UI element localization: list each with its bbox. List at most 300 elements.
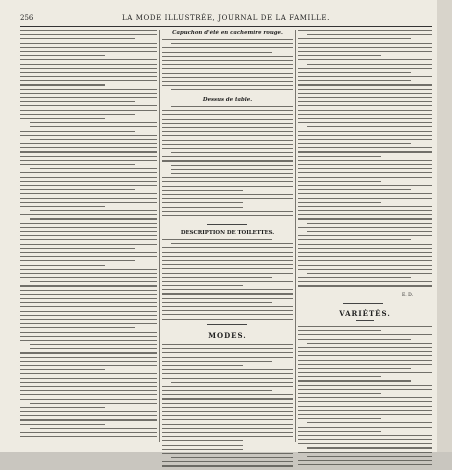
- capuchon-heading: Capuchon d'été en cachemire rouge.: [172, 30, 283, 36]
- column-3-top-text: [298, 30, 432, 290]
- text-line: [20, 290, 157, 291]
- text-line: [20, 424, 105, 425]
- text-line: [162, 415, 293, 416]
- text-line: [20, 147, 157, 148]
- text-line: [20, 164, 135, 165]
- text-line: [162, 453, 293, 454]
- text-line: [298, 347, 432, 348]
- text-line: [20, 118, 105, 119]
- text-line: [20, 302, 157, 303]
- text-line: [298, 139, 432, 140]
- text-line: [162, 135, 293, 136]
- text-line: [20, 399, 157, 400]
- text-line: [30, 218, 157, 219]
- text-line: [298, 260, 432, 261]
- text-line: [298, 160, 432, 161]
- text-line: [298, 427, 432, 428]
- text-line: [20, 369, 105, 370]
- text-line: [298, 43, 432, 44]
- text-line: [298, 235, 432, 236]
- text-line: [298, 76, 432, 77]
- text-line: [20, 172, 157, 173]
- text-line: [30, 348, 157, 349]
- text-line: [162, 440, 243, 441]
- text-line: [298, 30, 432, 31]
- text-line: [20, 198, 157, 199]
- text-line: [298, 351, 432, 352]
- header-rule: [20, 26, 432, 27]
- text-line: [298, 135, 432, 136]
- text-line: [298, 439, 432, 440]
- signature: E. D.: [402, 293, 414, 298]
- text-line: [298, 72, 411, 73]
- text-line: [20, 227, 157, 228]
- text-line: [298, 265, 432, 266]
- text-line: [162, 357, 293, 358]
- text-line: [162, 156, 293, 157]
- text-line: [162, 186, 293, 187]
- text-line: [298, 68, 432, 69]
- text-line: [20, 64, 157, 65]
- text-line: [20, 252, 157, 253]
- text-line: [162, 177, 293, 178]
- text-line: [298, 177, 432, 178]
- text-line: [20, 390, 157, 391]
- text-line: [162, 73, 293, 74]
- text-line: [162, 148, 293, 149]
- text-line: [20, 43, 157, 44]
- text-line: [162, 310, 293, 311]
- text-line: [20, 386, 157, 387]
- text-line: [30, 126, 157, 127]
- text-line: [162, 194, 293, 195]
- column-1-text: [20, 30, 157, 440]
- text-line: [298, 277, 411, 278]
- text-line: [298, 110, 432, 111]
- text-line: [307, 456, 432, 457]
- text-line: [20, 93, 157, 94]
- text-line: [307, 343, 432, 344]
- text-line: [162, 211, 293, 212]
- text-line: [20, 89, 157, 90]
- text-line: [162, 264, 293, 265]
- text-line: [307, 126, 432, 127]
- text-line: [298, 281, 432, 282]
- description-text: [162, 239, 293, 323]
- text-line: [20, 223, 157, 224]
- text-line: [20, 114, 135, 115]
- text-line: [298, 206, 432, 207]
- text-line: [298, 59, 432, 60]
- text-line: [20, 189, 135, 190]
- text-line: [20, 407, 105, 408]
- modes-text: [162, 344, 293, 470]
- text-line: [298, 431, 381, 432]
- text-line: [171, 382, 293, 383]
- text-line: [298, 376, 381, 377]
- text-line: [20, 298, 157, 299]
- text-line: [171, 243, 293, 244]
- text-line: [298, 385, 432, 386]
- text-line: [30, 428, 157, 429]
- text-line: [162, 47, 293, 48]
- section-divider: [207, 224, 247, 225]
- text-line: [20, 72, 157, 73]
- column-divider-1: [159, 30, 160, 442]
- text-line: [298, 189, 411, 190]
- text-line: [20, 84, 105, 85]
- text-line: [298, 248, 432, 249]
- text-line: [20, 285, 157, 286]
- text-line: [307, 64, 432, 65]
- text-line: [307, 231, 432, 232]
- text-line: [20, 336, 157, 337]
- text-line: [20, 411, 157, 412]
- text-line: [298, 151, 432, 152]
- text-line: [298, 47, 432, 48]
- text-line: [298, 198, 432, 199]
- text-line: [171, 43, 293, 44]
- text-line: [162, 207, 243, 208]
- text-line: [20, 432, 157, 433]
- text-line: [162, 215, 293, 216]
- text-line: [162, 293, 293, 294]
- text-line: [298, 389, 432, 390]
- text-line: [298, 122, 432, 123]
- text-line: [307, 34, 432, 35]
- text-line: [162, 114, 293, 115]
- text-line: [30, 281, 157, 282]
- text-line: [298, 118, 432, 119]
- text-line: [162, 390, 272, 391]
- text-line: [298, 105, 432, 106]
- text-line: [162, 131, 293, 132]
- text-line: [298, 38, 411, 39]
- text-line: [298, 435, 432, 436]
- text-line: [162, 140, 293, 141]
- text-line: [162, 398, 293, 399]
- text-line: [298, 51, 432, 52]
- text-line: [162, 298, 293, 299]
- text-line: [20, 415, 157, 416]
- text-line: [162, 281, 293, 282]
- text-line: [20, 373, 157, 374]
- text-line: [298, 202, 381, 203]
- text-line: [162, 449, 243, 450]
- text-line: [162, 64, 293, 65]
- text-line: [298, 406, 432, 407]
- text-line: [162, 81, 293, 82]
- text-line: [20, 231, 157, 232]
- text-line: [20, 105, 157, 106]
- text-line: [171, 457, 293, 458]
- text-line: [162, 344, 293, 345]
- text-line: [20, 378, 157, 379]
- text-line: [298, 393, 381, 394]
- text-line: [20, 332, 157, 333]
- text-line: [162, 256, 293, 257]
- varietes-heading: VARIÉTÉS.: [339, 309, 391, 318]
- text-line: [162, 160, 293, 161]
- text-line: [307, 273, 432, 274]
- text-line: [30, 344, 157, 345]
- text-line: [162, 247, 293, 248]
- section-divider-3: [343, 303, 383, 304]
- text-line: [162, 386, 293, 387]
- text-line: [162, 260, 293, 261]
- text-line: [298, 339, 411, 340]
- text-line: [162, 60, 293, 61]
- text-line: [298, 185, 432, 186]
- text-line: [171, 169, 293, 170]
- text-line: [20, 34, 157, 35]
- text-line: [298, 89, 432, 90]
- text-line: [20, 436, 157, 437]
- text-line: [20, 131, 135, 132]
- text-line: [20, 277, 157, 278]
- text-line: [298, 218, 432, 219]
- page-spine-shadow: [437, 0, 452, 452]
- text-line: [162, 378, 293, 379]
- text-line: [298, 410, 432, 411]
- text-line: [20, 352, 157, 353]
- text-line: [20, 151, 157, 152]
- text-line: [298, 239, 411, 240]
- text-line: [162, 123, 293, 124]
- text-line: [20, 260, 135, 261]
- text-line: [298, 364, 432, 365]
- text-line: [20, 185, 157, 186]
- text-line: [20, 51, 157, 52]
- text-line: [298, 55, 381, 56]
- text-line: [298, 227, 432, 228]
- text-line: [298, 355, 432, 356]
- text-line: [162, 52, 272, 53]
- text-line: [162, 352, 293, 353]
- text-line: [298, 443, 432, 444]
- text-line: [20, 101, 135, 102]
- text-line: [298, 256, 432, 257]
- text-line: [298, 397, 432, 398]
- text-line: [298, 244, 432, 245]
- text-line: [20, 311, 157, 312]
- text-line: [298, 114, 432, 115]
- text-line: [20, 419, 157, 420]
- varietes-text: [298, 326, 432, 468]
- text-line: [162, 424, 293, 425]
- text-line: [298, 418, 381, 419]
- text-line: [20, 265, 105, 266]
- text-line: [20, 38, 135, 39]
- text-line: [162, 306, 293, 307]
- text-line: [298, 334, 432, 335]
- text-line: [171, 152, 293, 153]
- text-line: [20, 306, 157, 307]
- text-line: [20, 97, 157, 98]
- text-line: [20, 382, 157, 383]
- text-line: [298, 156, 381, 157]
- page-number: 256: [20, 14, 34, 22]
- text-line: [162, 110, 293, 111]
- page-header: [20, 13, 432, 25]
- text-line: [307, 447, 432, 448]
- text-line: [307, 422, 432, 423]
- text-line: [162, 190, 243, 191]
- text-line: [20, 239, 157, 240]
- text-line: [30, 168, 157, 169]
- text-line: [20, 68, 157, 69]
- text-line: [20, 30, 157, 31]
- text-line: [298, 326, 432, 327]
- text-line: [162, 428, 293, 429]
- text-line: [298, 380, 411, 381]
- text-line: [20, 248, 135, 249]
- text-line: [171, 89, 293, 90]
- text-line: [20, 80, 157, 81]
- text-line: [30, 403, 157, 404]
- text-line: [162, 394, 293, 395]
- text-line: [20, 202, 157, 203]
- text-line: [20, 177, 157, 178]
- text-line: [162, 252, 293, 253]
- text-line: [162, 277, 272, 278]
- text-line: [298, 330, 381, 331]
- text-line: [162, 56, 293, 57]
- text-line: [162, 445, 243, 446]
- text-line: [298, 131, 432, 132]
- dessus-de-table-text: [162, 106, 293, 219]
- text-line: [20, 273, 157, 274]
- text-line: [171, 106, 293, 107]
- text-line: [162, 239, 272, 240]
- text-line: [20, 361, 157, 362]
- text-line: [298, 210, 432, 211]
- capuchon-text: [162, 39, 293, 93]
- text-line: [162, 436, 293, 437]
- text-line: [298, 147, 432, 148]
- text-line: [20, 160, 157, 161]
- text-line: [162, 198, 293, 199]
- text-line: [20, 269, 157, 270]
- text-line: [162, 202, 243, 203]
- text-line: [20, 59, 157, 60]
- description-heading: DESCRIPTION DE TOILETTES.: [180, 230, 275, 236]
- text-line: [20, 315, 157, 316]
- text-line: [20, 319, 157, 320]
- text-line: [162, 144, 293, 145]
- text-line: [20, 55, 105, 56]
- text-line: [162, 403, 293, 404]
- running-title: LA MODE ILLUSTRÉE, JOURNAL DE LA FAMILLE.: [122, 14, 330, 22]
- text-line: [162, 369, 293, 370]
- text-line: [162, 289, 293, 290]
- text-line: [298, 172, 432, 173]
- text-line: [20, 76, 157, 77]
- text-line: [162, 127, 293, 128]
- text-line: [162, 314, 293, 315]
- text-line: [162, 432, 293, 433]
- text-line: [298, 164, 432, 165]
- text-line: [162, 85, 293, 86]
- text-line: [162, 68, 293, 69]
- text-line: [298, 181, 381, 182]
- text-line: [20, 340, 157, 341]
- text-line: [20, 394, 157, 395]
- text-line: [20, 214, 157, 215]
- text-line: [298, 101, 432, 102]
- text-line: [162, 419, 293, 420]
- text-line: [30, 210, 157, 211]
- text-line: [162, 361, 272, 362]
- text-line: [30, 139, 157, 140]
- text-line: [162, 348, 293, 349]
- text-line: [20, 256, 157, 257]
- text-line: [162, 273, 293, 274]
- text-line: [298, 93, 432, 94]
- text-line: [298, 84, 432, 85]
- text-line: [307, 223, 432, 224]
- text-line: [20, 143, 157, 144]
- text-line: [298, 360, 432, 361]
- text-line: [162, 39, 293, 40]
- dessus-de-table-heading: Dessus de table.: [202, 97, 253, 103]
- text-line: [162, 373, 293, 374]
- text-line: [298, 143, 411, 144]
- text-line: [162, 302, 272, 303]
- text-line: [20, 357, 157, 358]
- text-line: [20, 323, 157, 324]
- text-line: [298, 368, 411, 369]
- text-line: [20, 206, 105, 207]
- text-line: [298, 269, 432, 270]
- text-line: [162, 461, 293, 462]
- text-line: [162, 77, 293, 78]
- text-line: [171, 173, 293, 174]
- text-line: [20, 47, 157, 48]
- text-line: [20, 235, 157, 236]
- text-line: [298, 401, 432, 402]
- text-line: [20, 156, 157, 157]
- text-line: [298, 193, 432, 194]
- text-line: [20, 327, 135, 328]
- varietes-subrule: [356, 320, 374, 321]
- text-line: [298, 97, 432, 98]
- text-line: [20, 181, 157, 182]
- text-line: [162, 411, 293, 412]
- text-line: [20, 365, 157, 366]
- text-line: [162, 285, 243, 286]
- text-line: [20, 294, 157, 295]
- text-line: [162, 465, 293, 466]
- text-line: [162, 119, 293, 120]
- text-line: [20, 193, 157, 194]
- text-line: [298, 80, 411, 81]
- text-line: [298, 168, 432, 169]
- text-line: [298, 414, 432, 415]
- text-line: [20, 135, 157, 136]
- text-line: [20, 244, 157, 245]
- text-line: [162, 268, 293, 269]
- text-line: [298, 285, 432, 286]
- text-line: [20, 110, 157, 111]
- text-line: [171, 165, 293, 166]
- text-line: [298, 252, 432, 253]
- text-line: [162, 319, 293, 320]
- text-line: [162, 181, 293, 182]
- text-line: [298, 460, 432, 461]
- modes-heading: MODES.: [208, 331, 247, 340]
- text-line: [30, 122, 157, 123]
